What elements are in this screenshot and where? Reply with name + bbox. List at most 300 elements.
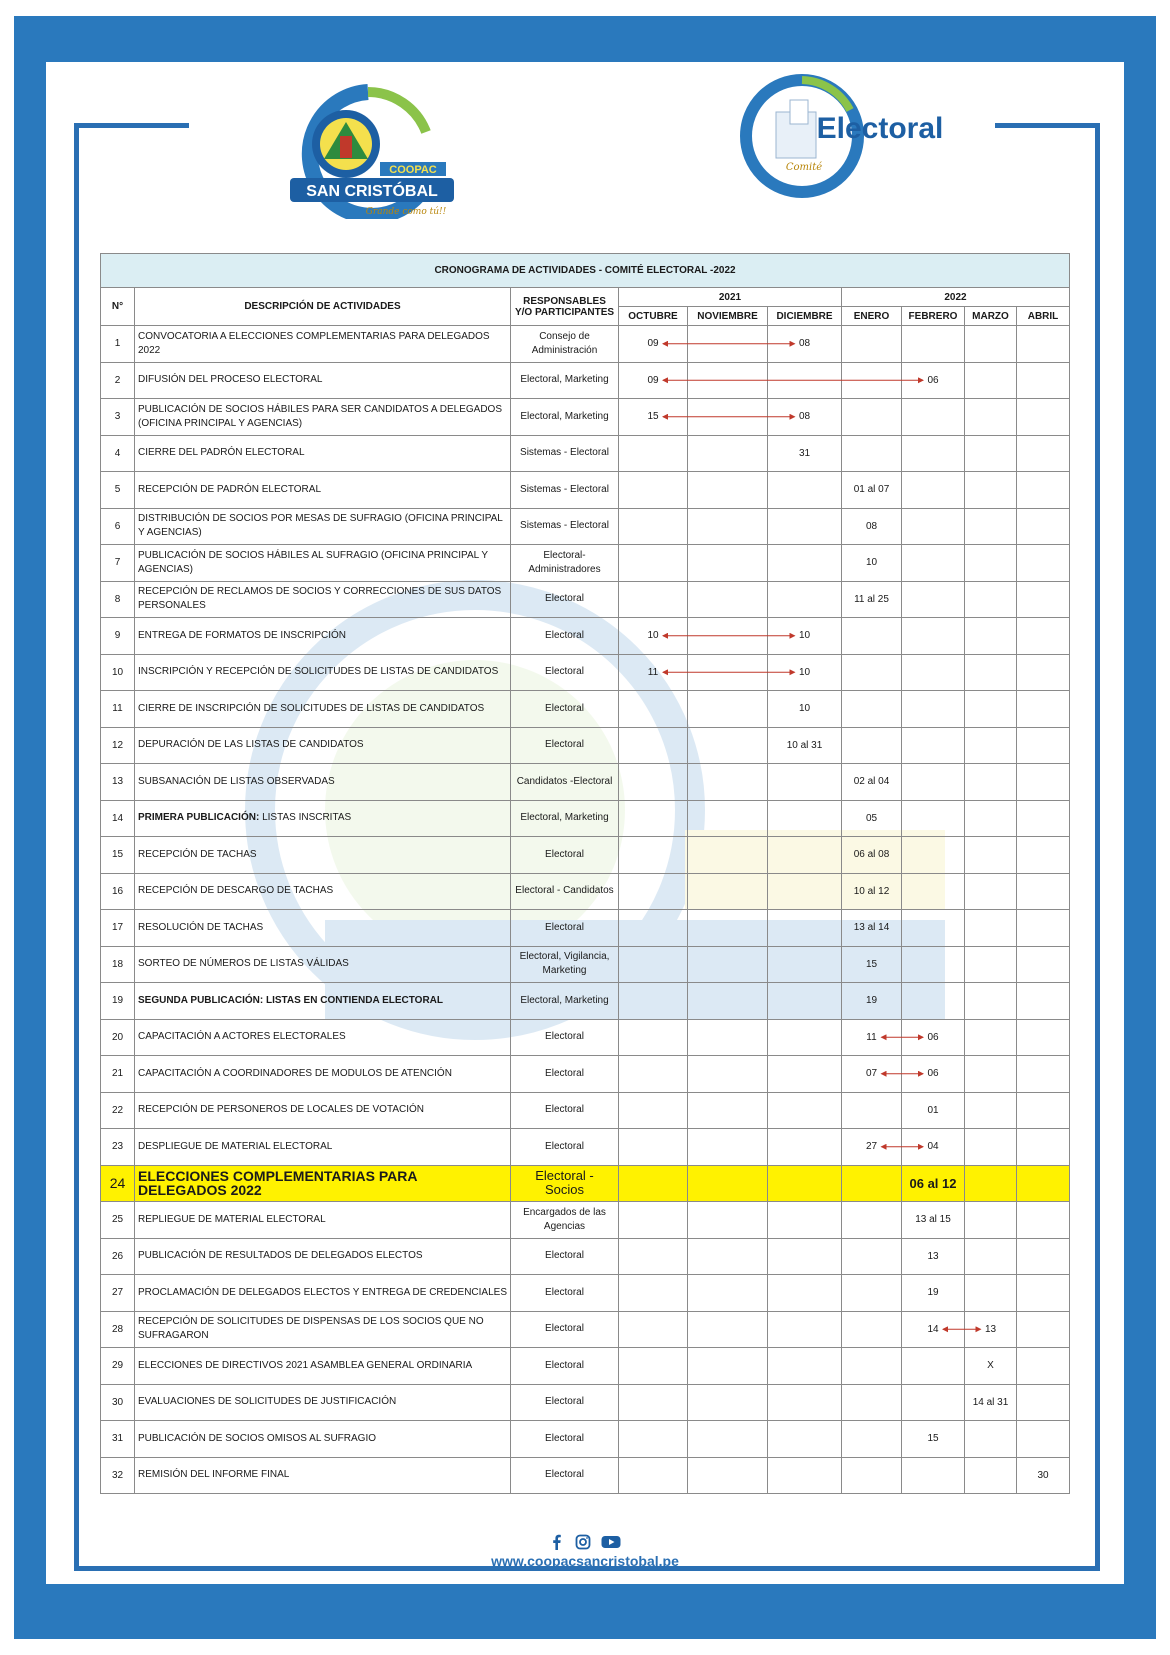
schedule-cell xyxy=(1017,873,1070,910)
activity-description-rest: LISTAS INSCRITAS xyxy=(259,812,352,824)
schedule-cell xyxy=(902,618,965,655)
row-number: 27 xyxy=(101,1275,135,1312)
schedule-cell: 10 xyxy=(768,691,842,728)
comite-label: Comité xyxy=(785,162,823,173)
row-number: 30 xyxy=(101,1384,135,1421)
schedule-cell xyxy=(965,399,1017,436)
schedule-cell xyxy=(965,983,1017,1020)
schedule-cell xyxy=(688,1202,768,1239)
schedule-cell xyxy=(768,983,842,1020)
header-desc: DESCRIPCIÓN DE ACTIVIDADES xyxy=(135,288,511,326)
table-row xyxy=(101,1348,1070,1385)
responsible: Electoral xyxy=(511,581,619,618)
table-row xyxy=(101,472,1070,509)
responsible: Sistemas - Electoral xyxy=(511,435,619,472)
schedule-cell xyxy=(842,618,902,655)
activity-description xyxy=(135,983,511,1020)
schedule-cell xyxy=(902,1348,965,1385)
row-number: 18 xyxy=(101,946,135,983)
header-year-2022: 2022 xyxy=(842,288,1070,307)
schedule-cell xyxy=(688,1275,768,1312)
table-row xyxy=(101,800,1070,837)
schedule-cell xyxy=(842,1165,902,1202)
header-num: N° xyxy=(101,288,135,326)
table-row xyxy=(101,1238,1070,1275)
table-row xyxy=(101,946,1070,983)
schedule-cell xyxy=(902,1384,965,1421)
schedule-cell xyxy=(842,326,902,363)
youtube-icon[interactable] xyxy=(601,1534,621,1550)
schedule-cell xyxy=(902,508,965,545)
schedule-cell xyxy=(1017,1165,1070,1202)
schedule-cell xyxy=(842,362,902,399)
schedule-cell xyxy=(902,764,965,801)
schedule-cell xyxy=(619,1165,688,1202)
header-month: ENERO xyxy=(842,307,902,326)
schedule-cell xyxy=(688,1129,768,1166)
schedule-cell xyxy=(842,1311,902,1348)
schedule-cell xyxy=(768,1311,842,1348)
schedule-cell xyxy=(768,362,842,399)
schedule-cell xyxy=(965,1092,1017,1129)
schedule-cell xyxy=(1017,1019,1070,1056)
row-number: 12 xyxy=(101,727,135,764)
schedule-cell xyxy=(1017,1421,1070,1458)
schedule-cell xyxy=(619,1238,688,1275)
schedule-cell: 27 xyxy=(842,1129,902,1166)
table-row xyxy=(101,1421,1070,1458)
schedule-cell xyxy=(1017,1129,1070,1166)
responsible: Electoral xyxy=(511,910,619,947)
table-row xyxy=(101,399,1070,436)
responsible: Electoral xyxy=(511,654,619,691)
schedule-cell xyxy=(619,873,688,910)
schedule-cell xyxy=(768,1275,842,1312)
schedule-cell xyxy=(902,472,965,509)
responsible: Electoral xyxy=(511,1019,619,1056)
responsible: Electoral, Vigilancia, Marketing xyxy=(511,946,619,983)
schedule-cell xyxy=(688,1056,768,1093)
schedule-cell xyxy=(965,1129,1017,1166)
activity-description: EVALUACIONES DE SOLICITUDES DE JUSTIFICACIÓN xyxy=(135,1384,511,1421)
schedule-cell xyxy=(842,1384,902,1421)
schedule-cell: 09 xyxy=(619,362,688,399)
schedule-cell xyxy=(768,545,842,582)
row-number: 19 xyxy=(101,983,135,1020)
schedule-cell xyxy=(965,1165,1017,1202)
row-number: 28 xyxy=(101,1311,135,1348)
schedule-cell xyxy=(619,435,688,472)
schedule-cell xyxy=(1017,1238,1070,1275)
schedule-cell xyxy=(842,399,902,436)
schedule-cell xyxy=(688,691,768,728)
schedule-cell xyxy=(1017,362,1070,399)
row-number: 5 xyxy=(101,472,135,509)
responsible: Electoral xyxy=(511,1129,619,1166)
activity-description: RECEPCIÓN DE DESCARGO DE TACHAS xyxy=(135,873,511,910)
row-number: 7 xyxy=(101,545,135,582)
schedule-cell xyxy=(619,472,688,509)
table-row xyxy=(101,837,1070,874)
row-number: 2 xyxy=(101,362,135,399)
schedule-cell xyxy=(619,1202,688,1239)
schedule-cell xyxy=(1017,1311,1070,1348)
schedule-cell xyxy=(965,800,1017,837)
activity-description-bold: PRIMERA PUBLICACIÓN: xyxy=(138,812,260,824)
schedule-cell xyxy=(842,654,902,691)
schedule-cell xyxy=(688,837,768,874)
table-row xyxy=(101,1457,1070,1494)
activity-description: RESOLUCIÓN DE TACHAS xyxy=(135,910,511,947)
schedule-cell xyxy=(902,946,965,983)
schedule-cell xyxy=(619,946,688,983)
responsible: Electoral xyxy=(511,1238,619,1275)
schedule-cell xyxy=(619,1129,688,1166)
table-row xyxy=(101,508,1070,545)
schedule-cell: 11 xyxy=(842,1019,902,1056)
schedule-cell xyxy=(902,691,965,728)
schedule-cell xyxy=(1017,800,1070,837)
schedule-cell xyxy=(688,800,768,837)
schedule-cell: 13 xyxy=(965,1311,1017,1348)
responsible: Electoral xyxy=(511,727,619,764)
schedule-cell xyxy=(619,1421,688,1458)
schedule-cell xyxy=(768,946,842,983)
activity-description: PROCLAMACIÓN DE DELEGADOS ELECTOS Y ENTREGA DE CREDENCIALES xyxy=(135,1275,511,1312)
row-number: 13 xyxy=(101,764,135,801)
row-number: 4 xyxy=(101,435,135,472)
header-month: OCTUBRE xyxy=(619,307,688,326)
schedule-cell xyxy=(902,837,965,874)
schedule-cell xyxy=(688,1311,768,1348)
activity-description: ELECCIONES DE DIRECTIVOS 2021 ASAMBLEA GENERAL ORDINARIA xyxy=(135,1348,511,1385)
schedule-cell xyxy=(842,691,902,728)
table-row xyxy=(101,1275,1070,1312)
row-number: 9 xyxy=(101,618,135,655)
schedule-cell: 07 xyxy=(842,1056,902,1093)
activity-description: SORTEO DE NÚMEROS DE LISTAS VÁLIDAS xyxy=(135,946,511,983)
schedule-cell xyxy=(965,435,1017,472)
responsible: Electoral, Marketing xyxy=(511,399,619,436)
schedule-cell xyxy=(902,545,965,582)
schedule-cell xyxy=(965,472,1017,509)
schedule-cell xyxy=(965,946,1017,983)
schedule-cell xyxy=(902,800,965,837)
responsible: Candidatos -Electoral xyxy=(511,764,619,801)
row-number: 22 xyxy=(101,1092,135,1129)
decor-line xyxy=(74,123,79,1571)
schedule-cell xyxy=(965,837,1017,874)
schedule-cell xyxy=(619,691,688,728)
row-number: 15 xyxy=(101,837,135,874)
schedule-cell xyxy=(619,727,688,764)
schedule-cell xyxy=(965,1421,1017,1458)
row-number: 21 xyxy=(101,1056,135,1093)
schedule-cell xyxy=(842,1238,902,1275)
schedule-cell xyxy=(1017,691,1070,728)
facebook-icon[interactable] xyxy=(549,1534,565,1550)
schedule-cell xyxy=(768,1056,842,1093)
instagram-icon[interactable] xyxy=(575,1534,591,1550)
schedule-cell xyxy=(1017,764,1070,801)
row-number: 8 xyxy=(101,581,135,618)
schedule-cell xyxy=(902,1457,965,1494)
schedule-cell: 10 xyxy=(768,654,842,691)
header-month: NOVIEMBRE xyxy=(688,307,768,326)
header-resp: RESPONSABLES Y/O PARTICIPANTES xyxy=(511,288,619,326)
row-number: 23 xyxy=(101,1129,135,1166)
schedule-cell xyxy=(768,1129,842,1166)
table-row xyxy=(101,362,1070,399)
schedule-cell: 19 xyxy=(902,1275,965,1312)
responsible: Electoral, Marketing xyxy=(511,362,619,399)
schedule-cell xyxy=(965,618,1017,655)
schedule-cell xyxy=(688,545,768,582)
activity-description: RECEPCIÓN DE PERSONEROS DE LOCALES DE VOTACIÓN xyxy=(135,1092,511,1129)
schedule-cell xyxy=(902,326,965,363)
schedule-cell xyxy=(688,727,768,764)
decor-line xyxy=(1095,123,1100,1571)
schedule-cell xyxy=(902,654,965,691)
schedule-cell: 08 xyxy=(768,399,842,436)
schedule-cell xyxy=(902,435,965,472)
schedule-cell: 10 al 31 xyxy=(768,727,842,764)
schedule-cell xyxy=(619,581,688,618)
schedule-cell xyxy=(688,1019,768,1056)
schedule-cell xyxy=(619,1311,688,1348)
schedule-cell xyxy=(965,1056,1017,1093)
schedule-cell: 19 xyxy=(842,983,902,1020)
row-number: 3 xyxy=(101,399,135,436)
schedule-cell xyxy=(1017,545,1070,582)
schedule-cell: 15 xyxy=(902,1421,965,1458)
schedule-cell: 10 al 12 xyxy=(842,873,902,910)
activity-description: DIFUSIÓN DEL PROCESO ELECTORAL xyxy=(135,362,511,399)
header-month: FEBRERO xyxy=(902,307,965,326)
schedule-cell: 06 al 12 xyxy=(902,1165,965,1202)
schedule-cell: 02 al 04 xyxy=(842,764,902,801)
schedule-cell xyxy=(619,1019,688,1056)
row-number: 31 xyxy=(101,1421,135,1458)
schedule-cell xyxy=(965,727,1017,764)
schedule-cell xyxy=(965,1238,1017,1275)
schedule-cell: 15 xyxy=(619,399,688,436)
schedule-cell xyxy=(1017,399,1070,436)
row-number: 32 xyxy=(101,1457,135,1494)
schedule-title: CRONOGRAMA DE ACTIVIDADES - COMITÉ ELECTORAL -2022 xyxy=(101,254,1070,288)
schedule-cell xyxy=(1017,1092,1070,1129)
activity-description: DISTRIBUCIÓN DE SOCIOS POR MESAS DE SUFRAGIO (OFICINA PRINCIPAL Y AGENCIAS) xyxy=(135,508,511,545)
activity-description: PUBLICACIÓN DE SOCIOS HÁBILES PARA SER CANDIDATOS A DELEGADOS (OFICINA PRINCIPAL Y AGENCIAS) xyxy=(135,399,511,436)
schedule-cell: 11 xyxy=(619,654,688,691)
activity-description: REMISIÓN DEL INFORME FINAL xyxy=(135,1457,511,1494)
responsible: Electoral xyxy=(511,691,619,728)
row-number: 10 xyxy=(101,654,135,691)
schedule-cell xyxy=(965,581,1017,618)
header-month: ABRIL xyxy=(1017,307,1070,326)
schedule-cell xyxy=(1017,983,1070,1020)
schedule-cell xyxy=(1017,581,1070,618)
schedule-cell xyxy=(688,654,768,691)
schedule-cell xyxy=(688,435,768,472)
schedule-cell: 13 al 15 xyxy=(902,1202,965,1239)
schedule-cell: 10 xyxy=(619,618,688,655)
schedule-cell xyxy=(768,800,842,837)
schedule-cell xyxy=(768,837,842,874)
schedule-cell xyxy=(768,873,842,910)
activity-description xyxy=(135,800,511,837)
schedule-cell xyxy=(688,618,768,655)
activity-description: SUBSANACIÓN DE LISTAS OBSERVADAS xyxy=(135,764,511,801)
schedule-cell xyxy=(619,1384,688,1421)
schedule-cell xyxy=(1017,727,1070,764)
schedule-cell xyxy=(902,983,965,1020)
responsible: Electoral xyxy=(511,1348,619,1385)
activity-description: CIERRE DEL PADRÓN ELECTORAL xyxy=(135,435,511,472)
schedule-cell xyxy=(688,1384,768,1421)
responsible: Electoral xyxy=(511,1384,619,1421)
schedule-cell xyxy=(688,508,768,545)
schedule-cell xyxy=(1017,1056,1070,1093)
schedule-cell xyxy=(619,545,688,582)
schedule-cell xyxy=(619,837,688,874)
schedule-cell: 10 xyxy=(768,618,842,655)
table-row xyxy=(101,326,1070,363)
responsible: Electoral xyxy=(511,1457,619,1494)
activity-description-bold: SEGUNDA PUBLICACIÓN: LISTAS EN CONTIENDA ELECTORAL xyxy=(138,994,444,1006)
schedule-cell xyxy=(688,472,768,509)
schedule-cell xyxy=(965,1019,1017,1056)
schedule-cell xyxy=(1017,472,1070,509)
activity-description: ENTREGA DE FORMATOS DE INSCRIPCIÓN xyxy=(135,618,511,655)
schedule-cell xyxy=(688,362,768,399)
schedule-cell xyxy=(688,946,768,983)
footer xyxy=(0,1532,1170,1569)
coop-name: SAN CRISTÓBAL xyxy=(306,183,438,200)
schedule-cell: 04 xyxy=(902,1129,965,1166)
schedule-cell xyxy=(768,1457,842,1494)
schedule-cell xyxy=(1017,1275,1070,1312)
table-row xyxy=(101,727,1070,764)
activity-description: PUBLICACIÓN DE SOCIOS OMISOS AL SUFRAGIO xyxy=(135,1421,511,1458)
schedule-cell xyxy=(965,873,1017,910)
table-row xyxy=(101,983,1070,1020)
schedule-cell xyxy=(688,764,768,801)
schedule-cell xyxy=(1017,618,1070,655)
table-row xyxy=(101,545,1070,582)
schedule-cell xyxy=(1017,654,1070,691)
schedule-cell xyxy=(842,1092,902,1129)
coopac-logo xyxy=(276,84,461,219)
schedule-cell xyxy=(965,1457,1017,1494)
schedule-cell: 01 al 07 xyxy=(842,472,902,509)
schedule-cell xyxy=(619,1056,688,1093)
row-number: 11 xyxy=(101,691,135,728)
responsible: Sistemas - Electoral xyxy=(511,508,619,545)
schedule-cell: 06 xyxy=(902,362,965,399)
table-row xyxy=(101,1129,1070,1166)
schedule-cell xyxy=(688,910,768,947)
schedule-cell xyxy=(619,1275,688,1312)
schedule-cell xyxy=(768,472,842,509)
schedule-cell xyxy=(619,1457,688,1494)
responsible: Consejo de Administración xyxy=(511,326,619,363)
schedule-cell xyxy=(1017,435,1070,472)
schedule-cell xyxy=(1017,508,1070,545)
responsible: Electoral xyxy=(511,1421,619,1458)
schedule-cell: 30 xyxy=(1017,1457,1070,1494)
table-row xyxy=(101,654,1070,691)
schedule-cell xyxy=(842,435,902,472)
schedule-cell xyxy=(902,910,965,947)
activity-description: PUBLICACIÓN DE SOCIOS HÁBILES AL SUFRAGIO (OFICINA PRINCIPAL Y AGENCIAS) xyxy=(135,545,511,582)
schedule-cell: 08 xyxy=(842,508,902,545)
schedule-cell xyxy=(619,983,688,1020)
row-number: 17 xyxy=(101,910,135,947)
schedule-cell xyxy=(965,508,1017,545)
schedule-cell xyxy=(688,1238,768,1275)
schedule-cell xyxy=(688,1165,768,1202)
slogan: Grande como tú!! xyxy=(365,207,447,217)
activity-description: DEPURACIÓN DE LAS LISTAS DE CANDIDATOS xyxy=(135,727,511,764)
schedule-cell xyxy=(1017,837,1070,874)
schedule-cell xyxy=(768,508,842,545)
schedule-cell xyxy=(842,1275,902,1312)
schedule-cell: 06 xyxy=(902,1056,965,1093)
schedule-cell xyxy=(842,1457,902,1494)
table-row xyxy=(101,1165,1070,1202)
responsible: Electoral xyxy=(511,1275,619,1312)
schedule-cell xyxy=(842,1348,902,1385)
schedule-cell xyxy=(619,1092,688,1129)
table-row xyxy=(101,435,1070,472)
schedule-cell xyxy=(768,1202,842,1239)
activity-description: REPLIEGUE DE MATERIAL ELECTORAL xyxy=(135,1202,511,1239)
schedule-cell xyxy=(768,1092,842,1129)
schedule-cell xyxy=(688,1348,768,1385)
table-row xyxy=(101,764,1070,801)
schedule-cell xyxy=(842,1421,902,1458)
responsible: Electoral, Marketing xyxy=(511,983,619,1020)
table-row xyxy=(101,581,1070,618)
header-month: MARZO xyxy=(965,307,1017,326)
activity-description: RECEPCIÓN DE PADRÓN ELECTORAL xyxy=(135,472,511,509)
row-number: 29 xyxy=(101,1348,135,1385)
electoral-logo xyxy=(740,72,950,202)
schedule-cell xyxy=(688,873,768,910)
schedule-cell: 09 xyxy=(619,326,688,363)
schedule-cell xyxy=(965,764,1017,801)
schedule-cell: 13 xyxy=(902,1238,965,1275)
schedule-cell: 14 al 31 xyxy=(965,1384,1017,1421)
schedule-cell: 05 xyxy=(842,800,902,837)
schedule-cell xyxy=(688,399,768,436)
activity-description: PUBLICACIÓN DE RESULTADOS DE DELEGADOS ELECTOS xyxy=(135,1238,511,1275)
row-number: 14 xyxy=(101,800,135,837)
activity-description: CONVOCATORIA A ELECCIONES COMPLEMENTARIAS PARA DELEGADOS 2022 xyxy=(135,326,511,363)
schedule-cell xyxy=(842,1202,902,1239)
decor-line xyxy=(995,123,1100,128)
schedule-cell xyxy=(688,326,768,363)
website-link[interactable]: www.coopacsancristobal.pe xyxy=(491,1553,679,1569)
schedule-cell: 08 xyxy=(768,326,842,363)
table-row xyxy=(101,873,1070,910)
schedule-cell xyxy=(768,1384,842,1421)
header-year-2021: 2021 xyxy=(619,288,842,307)
schedule-cell xyxy=(768,581,842,618)
activity-description: RECEPCIÓN DE TACHAS xyxy=(135,837,511,874)
schedule-cell xyxy=(688,1421,768,1458)
